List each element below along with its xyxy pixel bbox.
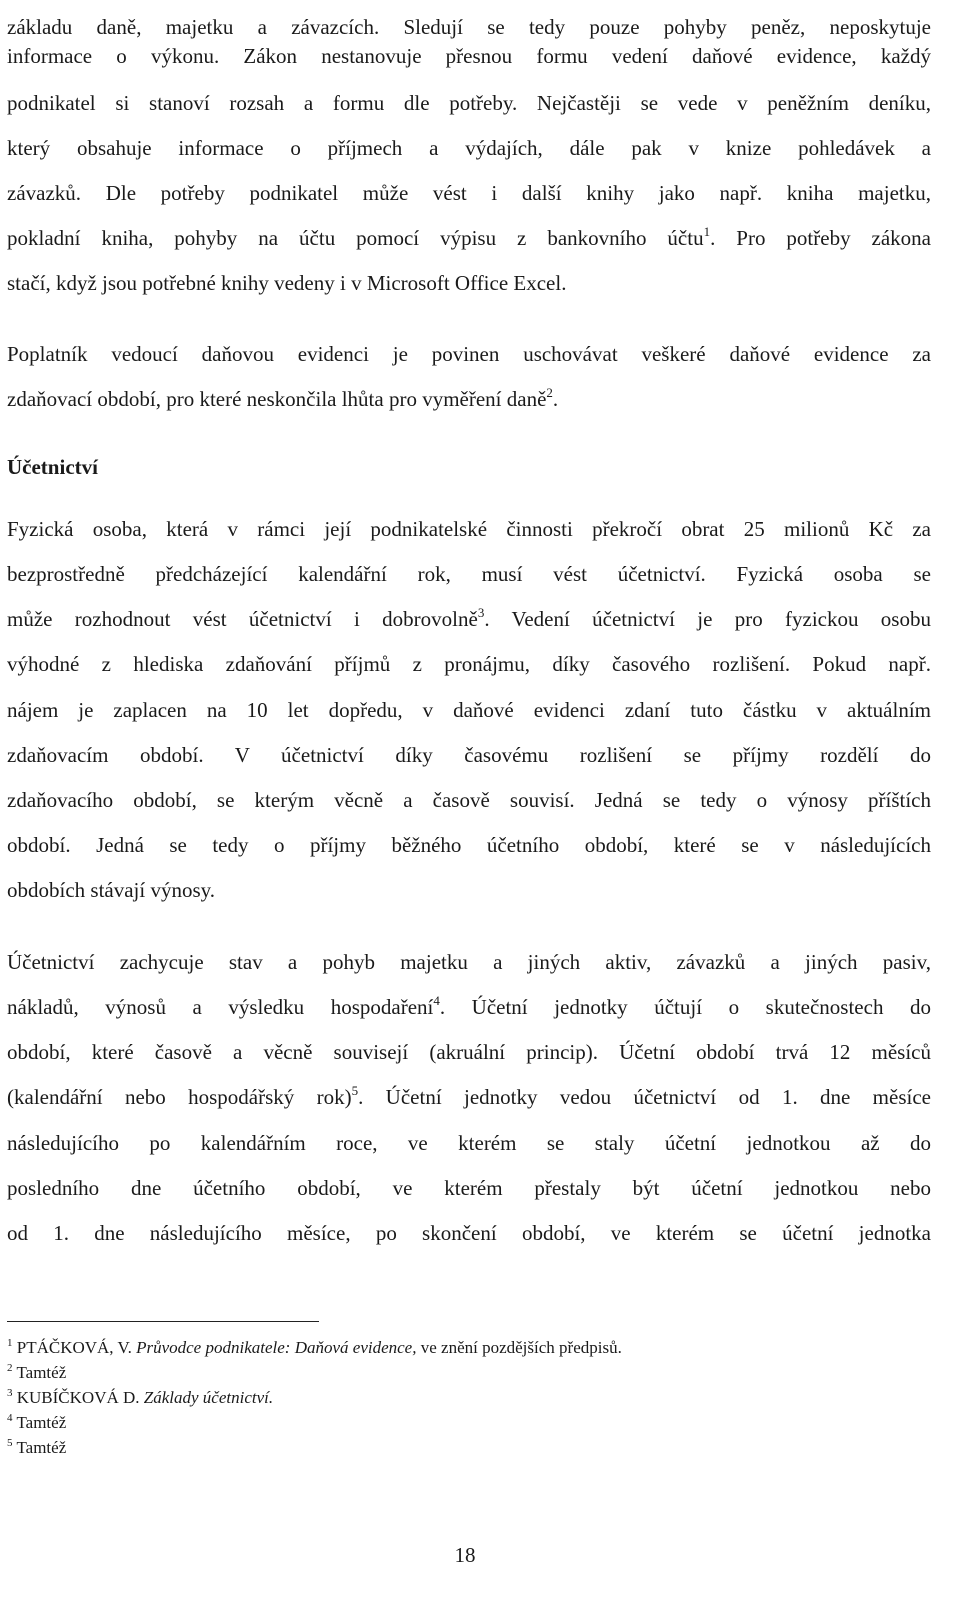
- footnote-5: [7, 1436, 66, 1460]
- text-line: zdaňovacím období. V účetnictví díky časovému rozlišení se příjmy rozdělí do: [7, 743, 931, 767]
- text-line: období, které časově a věcně souvisejí (akruální princip). Účetní období trvá 12 měsíců: [7, 1040, 931, 1064]
- text-segment: . Vedení účetnictví je pro fyzickou osobu: [484, 607, 931, 631]
- footnote-separator: [7, 1321, 319, 1322]
- footnote-number: 2: [7, 1362, 13, 1374]
- text-segment: . Účetní jednotky účtují o skutečnostech do: [439, 995, 931, 1019]
- footnote-3: [7, 1386, 273, 1410]
- footnote-text: Tamtéž: [16, 1413, 67, 1432]
- text-line: zdaňovacího období, se kterým věcně a časově souvisí. Jedná se tedy o výnosy příštích: [7, 788, 931, 812]
- text-line: informace o výkonu. Zákon nestanovuje přesnou formu vedení daňové evidence, každý: [7, 44, 931, 68]
- text-line: Poplatník vedoucí daňovou evidenci je povinen uschovávat veškeré daňové evidence za: [7, 342, 931, 366]
- footnote-author: KUBÍČKOVÁ D.: [16, 1388, 140, 1407]
- footnote-ref-1[interactable]: 1: [703, 224, 711, 239]
- text-segment: nákladů, výnosů a výsledku hospodaření: [7, 995, 434, 1019]
- text-line: od 1. dne následujícího měsíce, po skončení období, ve kterém se účetní jednotka: [7, 1221, 931, 1245]
- footnote-2: [7, 1361, 66, 1385]
- text-line: který obsahuje informace o příjmech a výdajích, dále pak v knize pohledávek a: [7, 136, 931, 160]
- text-line: podnikatel si stanoví rozsah a formu dle potřeby. Nejčastěji se vede v peněžním deníku,: [7, 91, 931, 115]
- footnote-rest: ve znění pozdějších předpisů.: [420, 1338, 622, 1357]
- footnote-number: 3: [7, 1387, 13, 1399]
- section-heading: Účetnictví: [7, 455, 98, 479]
- text-segment: může rozhodnout vést účetnictví i dobrovolně: [7, 607, 478, 631]
- text-line: Fyzická osoba, která v rámci její podnikatelské činnosti překročí obrat 25 milionů Kč za: [7, 517, 931, 541]
- text-segment: . Pro potřeby zákona: [710, 226, 931, 250]
- text-line: posledního dne účetního období, ve kterém přestaly být účetní jednotkou nebo: [7, 1176, 931, 1200]
- text-segment: zdaňovací období, pro které neskončila lhůta pro vyměření daně: [7, 387, 547, 411]
- text-segment: .: [552, 387, 559, 411]
- text-line: následujícího po kalendářním roce, ve kterém se staly účetní jednotkou až do: [7, 1131, 931, 1155]
- footnote-ref-3[interactable]: 3: [477, 605, 485, 620]
- text-segment: . Účetní jednotky vedou účetnictví od 1. dne měsíce: [358, 1085, 931, 1109]
- footnote-ref-2[interactable]: 2: [546, 385, 553, 400]
- footnote-number: 4: [7, 1412, 13, 1424]
- text-line: stačí, když jsou potřebné knihy vedeny i v Microsoft Office Excel.: [7, 271, 567, 295]
- text-line: obdobích stávají výnosy.: [7, 878, 216, 902]
- text-line: základu daně, majetku a závazcích. Sledují se tedy pouze pohyby peněz, neposkytuje: [7, 15, 931, 39]
- footnote-title: Průvodce podnikatele: Daňová evidence,: [136, 1338, 417, 1357]
- text-segment: pokladní kniha, pohyby na účtu pomocí výpisu z bankovního účtu: [7, 226, 704, 250]
- footnote-author: PTÁČKOVÁ, V.: [16, 1338, 132, 1357]
- text-line: [7, 223, 931, 253]
- text-line: bezprostředně předcházející kalendářní rok, musí vést účetnictví. Fyzická osoba se: [7, 562, 931, 586]
- footnote-4: [7, 1411, 66, 1435]
- text-line: [7, 604, 931, 634]
- text-line: Účetnictví zachycuje stav a pohyb majetku a jiných aktiv, závazků a jiných pasiv,: [7, 950, 931, 974]
- text-line: [7, 1082, 931, 1112]
- footnote-1: [7, 1336, 622, 1360]
- footnote-text: Tamtéž: [16, 1438, 67, 1457]
- text-segment: (kalendářní nebo hospodářský rok): [7, 1085, 352, 1109]
- text-line: období. Jedná se tedy o příjmy běžného účetního období, které se v následujících: [7, 833, 931, 857]
- text-line: nájem je zaplacen na 10 let dopředu, v daňové evidenci zdaní tuto částku v aktuálním: [7, 698, 931, 722]
- footnote-number: 1: [7, 1337, 13, 1349]
- text-line: výhodné z hlediska zdaňování příjmů z pronájmu, díky časového rozlišení. Pokud např.: [7, 652, 931, 676]
- footnote-text: Tamtéž: [16, 1363, 67, 1382]
- text-line: [7, 384, 931, 414]
- text-line: [7, 992, 931, 1022]
- footnote-ref-5[interactable]: 5: [351, 1083, 359, 1098]
- footnote-number: 5: [7, 1437, 13, 1449]
- footnote-ref-4[interactable]: 4: [433, 993, 440, 1008]
- text-line: závazků. Dle potřeby podnikatel může vést i další knihy jako např. kniha majetku,: [7, 181, 931, 205]
- footnote-title: Základy účetnictví.: [143, 1388, 274, 1407]
- page-number: 18: [454, 1543, 476, 1567]
